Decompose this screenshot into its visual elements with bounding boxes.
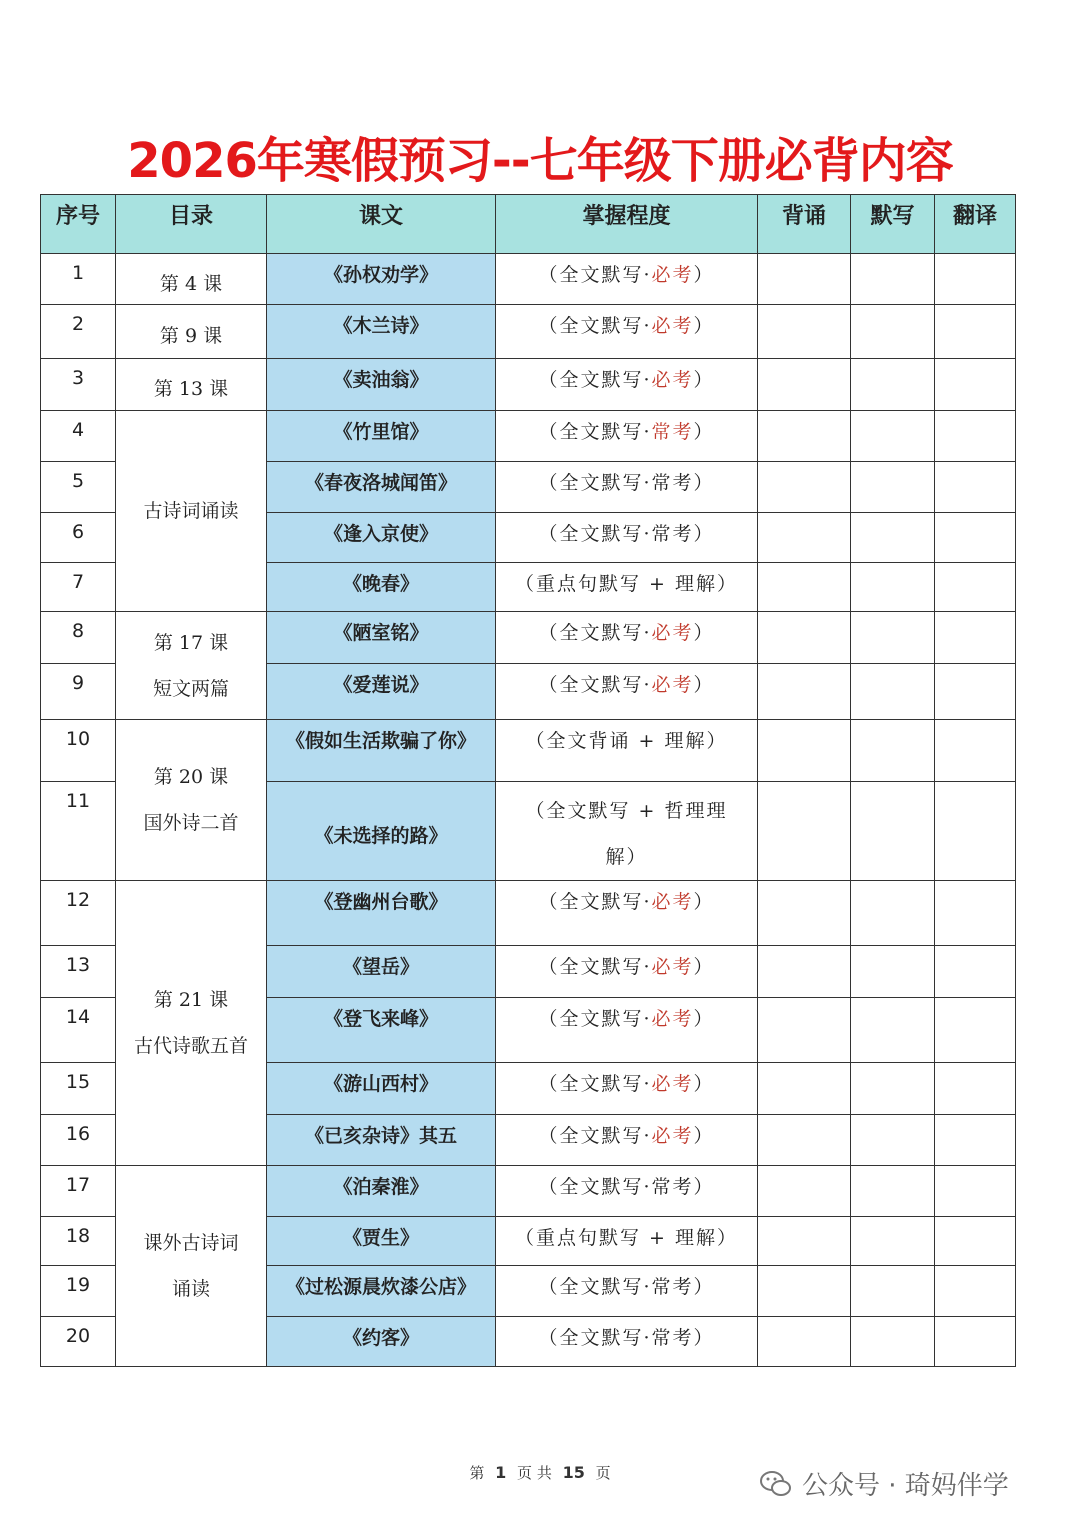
row-recite-check[interactable] bbox=[758, 563, 851, 612]
row-translate-check[interactable] bbox=[935, 998, 1016, 1063]
row-text-title: 《泊秦淮》 bbox=[267, 1166, 496, 1217]
row-text-title: 《孙权劝学》 bbox=[267, 254, 496, 305]
row-dictation-check[interactable] bbox=[851, 782, 935, 881]
level-end: ） bbox=[693, 421, 715, 443]
header-level: 掌握程度 bbox=[496, 195, 758, 254]
row-text-title: 《未选择的路》 bbox=[267, 782, 496, 881]
row-dictation-check[interactable] bbox=[851, 720, 935, 782]
row-recite-check[interactable] bbox=[758, 462, 851, 513]
row-translate-check[interactable] bbox=[935, 305, 1016, 359]
row-recite-check[interactable] bbox=[758, 513, 851, 563]
row-level bbox=[496, 1266, 758, 1317]
level-tag: 必考 bbox=[651, 622, 694, 644]
row-text-title: 《假如生活欺骗了你》 bbox=[267, 720, 496, 782]
row-dictation-check[interactable] bbox=[851, 513, 935, 563]
page-title: 2026年寒假预习--七年级下册必背内容 bbox=[127, 133, 953, 189]
row-index: 18 bbox=[41, 1217, 116, 1266]
row-index: 15 bbox=[41, 1063, 116, 1115]
row-translate-check[interactable] bbox=[935, 1317, 1016, 1367]
row-level bbox=[496, 254, 758, 305]
row-index: 9 bbox=[41, 664, 116, 720]
row-level bbox=[496, 513, 758, 563]
row-recite-check[interactable] bbox=[758, 359, 851, 411]
row-text-title: 《晚春》 bbox=[267, 563, 496, 612]
level-tag: 必考 bbox=[651, 369, 694, 391]
row-translate-check[interactable] bbox=[935, 881, 1016, 946]
row-text-title: 《望岳》 bbox=[267, 946, 496, 998]
row-text-title: 《贾生》 bbox=[267, 1217, 496, 1266]
row-translate-check[interactable] bbox=[935, 782, 1016, 881]
row-catalog bbox=[116, 612, 267, 720]
row-dictation-check[interactable] bbox=[851, 359, 935, 411]
row-level bbox=[496, 946, 758, 998]
catalog-label: 诵读 bbox=[171, 1278, 210, 1300]
row-index: 14 bbox=[41, 998, 116, 1063]
catalog-label: 第 20 课 bbox=[153, 766, 229, 788]
row-recite-check[interactable] bbox=[758, 612, 851, 664]
row-catalog bbox=[116, 720, 267, 881]
table-header-row bbox=[41, 195, 1016, 254]
row-dictation-check[interactable] bbox=[851, 1063, 935, 1115]
table-row bbox=[41, 1166, 1016, 1217]
row-recite-check[interactable] bbox=[758, 1166, 851, 1217]
watermark-text: 公众号 · 琦妈伴学 bbox=[802, 1471, 1009, 1501]
level-end: ） bbox=[693, 622, 715, 644]
table-row bbox=[41, 411, 1016, 462]
row-dictation-check[interactable] bbox=[851, 946, 935, 998]
row-translate-check[interactable] bbox=[935, 254, 1016, 305]
row-translate-check[interactable] bbox=[935, 1166, 1016, 1217]
row-translate-check[interactable] bbox=[935, 1217, 1016, 1266]
level-text: （全文默写·常考） bbox=[538, 1176, 715, 1198]
row-level bbox=[496, 1063, 758, 1115]
row-index: 7 bbox=[41, 563, 116, 612]
level-text: （全文默写·常考） bbox=[538, 472, 715, 494]
row-index: 12 bbox=[41, 881, 116, 946]
table-row bbox=[41, 305, 1016, 359]
row-catalog bbox=[116, 254, 267, 305]
row-dictation-check[interactable] bbox=[851, 254, 935, 305]
level-text: （全文默写· bbox=[538, 622, 652, 644]
level-text: （重点句默写 + 理解） bbox=[515, 1227, 738, 1249]
row-level bbox=[496, 1317, 758, 1367]
row-dictation-check[interactable] bbox=[851, 881, 935, 946]
row-dictation-check[interactable] bbox=[851, 664, 935, 720]
level-text: （全文背诵 + 理解） bbox=[525, 730, 728, 752]
level-tag: 必考 bbox=[651, 891, 694, 913]
row-index: 13 bbox=[41, 946, 116, 998]
table-row bbox=[41, 720, 1016, 782]
level-tag: 常考 bbox=[651, 421, 694, 443]
row-catalog bbox=[116, 305, 267, 359]
row-index: 11 bbox=[41, 782, 116, 881]
row-index: 5 bbox=[41, 462, 116, 513]
header-text: 课文 bbox=[267, 195, 496, 254]
row-index: 20 bbox=[41, 1317, 116, 1367]
row-dictation-check[interactable] bbox=[851, 1115, 935, 1166]
level-tag: 必考 bbox=[651, 674, 694, 696]
row-dictation-check[interactable] bbox=[851, 1266, 935, 1317]
level-end: ） bbox=[693, 956, 715, 978]
level-text: （全文默写· bbox=[538, 315, 652, 337]
row-recite-check[interactable] bbox=[758, 305, 851, 359]
row-recite-check[interactable] bbox=[758, 782, 851, 881]
row-recite-check[interactable] bbox=[758, 1317, 851, 1367]
row-index: 2 bbox=[41, 305, 116, 359]
row-text-title: 《已亥杂诗》其五 bbox=[267, 1115, 496, 1166]
row-translate-check[interactable] bbox=[935, 946, 1016, 998]
row-translate-check[interactable] bbox=[935, 359, 1016, 411]
level-text: （全文默写·常考） bbox=[538, 523, 715, 545]
row-dictation-check[interactable] bbox=[851, 411, 935, 462]
row-index: 17 bbox=[41, 1166, 116, 1217]
row-dictation-check[interactable] bbox=[851, 563, 935, 612]
row-recite-check[interactable] bbox=[758, 946, 851, 998]
row-recite-check[interactable] bbox=[758, 664, 851, 720]
level-tag: 必考 bbox=[651, 1073, 694, 1095]
catalog-label: 第 17 课 bbox=[153, 631, 229, 654]
row-text-title: 《爱莲说》 bbox=[267, 664, 496, 720]
footer-mid: 页 共 bbox=[517, 1464, 552, 1482]
header-recite: 背诵 bbox=[758, 195, 851, 254]
header-catalog: 目录 bbox=[116, 195, 267, 254]
row-text-title: 《卖油翁》 bbox=[267, 359, 496, 411]
catalog-label: 短文两篇 bbox=[152, 677, 229, 700]
row-level bbox=[496, 1217, 758, 1266]
row-dictation-check[interactable] bbox=[851, 1166, 935, 1217]
row-index: 6 bbox=[41, 513, 116, 563]
row-recite-check[interactable] bbox=[758, 881, 851, 946]
row-level bbox=[496, 612, 758, 664]
row-index: 8 bbox=[41, 612, 116, 664]
row-translate-check[interactable] bbox=[935, 411, 1016, 462]
row-level bbox=[496, 782, 758, 881]
row-dictation-check[interactable] bbox=[851, 462, 935, 513]
row-text-title: 《春夜洛城闻笛》 bbox=[267, 462, 496, 513]
level-tag: 必考 bbox=[651, 1125, 694, 1147]
row-recite-check[interactable] bbox=[758, 1115, 851, 1166]
level-end: ） bbox=[693, 315, 715, 337]
catalog-label: 课外古诗词 bbox=[143, 1232, 239, 1254]
level-text: （全文默写·常考） bbox=[538, 1276, 715, 1298]
row-translate-check[interactable] bbox=[935, 612, 1016, 664]
row-index: 1 bbox=[41, 254, 116, 305]
level-tag: 必考 bbox=[651, 315, 694, 337]
row-text-title: 《登飞来峰》 bbox=[267, 998, 496, 1063]
row-level bbox=[496, 664, 758, 720]
row-text-title: 《陋室铭》 bbox=[267, 612, 496, 664]
row-text-title: 《登幽州台歌》 bbox=[267, 881, 496, 946]
row-index: 10 bbox=[41, 720, 116, 782]
row-text-title: 《木兰诗》 bbox=[267, 305, 496, 359]
row-text-title: 《过松源晨炊漆公店》 bbox=[267, 1266, 496, 1317]
row-level bbox=[496, 1115, 758, 1166]
row-translate-check[interactable] bbox=[935, 720, 1016, 782]
level-text: （全文默写·常考） bbox=[538, 1327, 715, 1349]
level-text: （全文默写· bbox=[538, 1073, 652, 1095]
table-row bbox=[41, 881, 1016, 946]
table-row bbox=[41, 612, 1016, 664]
row-catalog bbox=[116, 1166, 267, 1367]
row-translate-check[interactable] bbox=[935, 563, 1016, 612]
row-text-title: 《逢入京使》 bbox=[267, 513, 496, 563]
catalog-label: 古诗词诵读 bbox=[143, 500, 239, 522]
level-tag: 必考 bbox=[651, 1008, 694, 1030]
level-text: （全文默写· bbox=[538, 421, 652, 443]
level-text: （全文默写· bbox=[538, 1125, 652, 1147]
catalog-label: 第 21 课 bbox=[153, 989, 229, 1011]
row-level bbox=[496, 720, 758, 782]
level-end: ） bbox=[693, 264, 715, 286]
row-text-title: 《游山西村》 bbox=[267, 1063, 496, 1115]
row-catalog bbox=[116, 359, 267, 411]
level-end: ） bbox=[693, 891, 715, 913]
level-tag: 必考 bbox=[651, 956, 694, 978]
row-level bbox=[496, 462, 758, 513]
footer-post: 页 bbox=[595, 1464, 611, 1482]
catalog-label: 第 13 课 bbox=[153, 378, 229, 400]
level-text: （全文默写· bbox=[538, 264, 652, 286]
row-recite-check[interactable] bbox=[758, 254, 851, 305]
row-level bbox=[496, 881, 758, 946]
level-end: ） bbox=[693, 369, 715, 391]
level-end: ） bbox=[693, 1125, 715, 1147]
row-level bbox=[496, 998, 758, 1063]
row-level bbox=[496, 305, 758, 359]
row-index: 19 bbox=[41, 1266, 116, 1317]
level-end: ） bbox=[693, 1073, 715, 1095]
level-end: ） bbox=[693, 1008, 715, 1030]
level-text: （全文默写· bbox=[538, 369, 652, 391]
row-dictation-check[interactable] bbox=[851, 998, 935, 1063]
catalog-label: 第 9 课 bbox=[159, 325, 223, 347]
row-level bbox=[496, 411, 758, 462]
level-tag: 必考 bbox=[651, 264, 694, 286]
row-translate-check[interactable] bbox=[935, 1115, 1016, 1166]
catalog-label: 第 4 课 bbox=[159, 272, 223, 295]
level-text: （全文默写· bbox=[538, 674, 652, 696]
level-text: （全文默写· bbox=[538, 956, 652, 978]
level-text: （全文默写 + 哲理理 bbox=[525, 800, 728, 822]
row-translate-check[interactable] bbox=[935, 513, 1016, 563]
header-dictation: 默写 bbox=[851, 195, 935, 254]
row-dictation-check[interactable] bbox=[851, 305, 935, 359]
catalog-label: 国外诗二首 bbox=[143, 812, 239, 834]
level-text-cont: 解） bbox=[605, 846, 648, 868]
row-recite-check[interactable] bbox=[758, 1217, 851, 1266]
row-catalog bbox=[116, 881, 267, 1166]
catalog-label: 古代诗歌五首 bbox=[133, 1035, 248, 1057]
footer-pre: 第 bbox=[469, 1464, 485, 1482]
row-recite-check[interactable] bbox=[758, 1063, 851, 1115]
row-recite-check[interactable] bbox=[758, 411, 851, 462]
row-level bbox=[496, 359, 758, 411]
row-recite-check[interactable] bbox=[758, 720, 851, 782]
level-text: （全文默写· bbox=[538, 1008, 652, 1030]
recitation-table bbox=[40, 194, 1016, 1367]
level-text: （重点句默写 + 理解） bbox=[515, 573, 738, 595]
header-index: 序号 bbox=[41, 195, 116, 254]
table-row bbox=[41, 359, 1016, 411]
watermark bbox=[760, 1465, 1009, 1502]
row-translate-check[interactable] bbox=[935, 664, 1016, 720]
row-dictation-check[interactable] bbox=[851, 1217, 935, 1266]
row-level bbox=[496, 1166, 758, 1217]
row-level bbox=[496, 563, 758, 612]
row-text-title: 《竹里馆》 bbox=[267, 411, 496, 462]
header-translate: 翻译 bbox=[935, 195, 1016, 254]
row-index: 4 bbox=[41, 411, 116, 462]
table-row bbox=[41, 254, 1016, 305]
row-index: 3 bbox=[41, 359, 116, 411]
footer-total: 15 bbox=[562, 1463, 585, 1482]
footer-page: 1 bbox=[495, 1463, 507, 1482]
row-dictation-check[interactable] bbox=[851, 612, 935, 664]
row-index: 16 bbox=[41, 1115, 116, 1166]
row-recite-check[interactable] bbox=[758, 998, 851, 1063]
level-end: ） bbox=[693, 674, 715, 696]
row-translate-check[interactable] bbox=[935, 462, 1016, 513]
row-text-title: 《约客》 bbox=[267, 1317, 496, 1367]
level-text: （全文默写· bbox=[538, 891, 652, 913]
wechat-icon bbox=[760, 1470, 792, 1498]
row-dictation-check[interactable] bbox=[851, 1317, 935, 1367]
row-catalog bbox=[116, 411, 267, 612]
row-recite-check[interactable] bbox=[758, 1266, 851, 1317]
row-translate-check[interactable] bbox=[935, 1063, 1016, 1115]
row-translate-check[interactable] bbox=[935, 1266, 1016, 1317]
